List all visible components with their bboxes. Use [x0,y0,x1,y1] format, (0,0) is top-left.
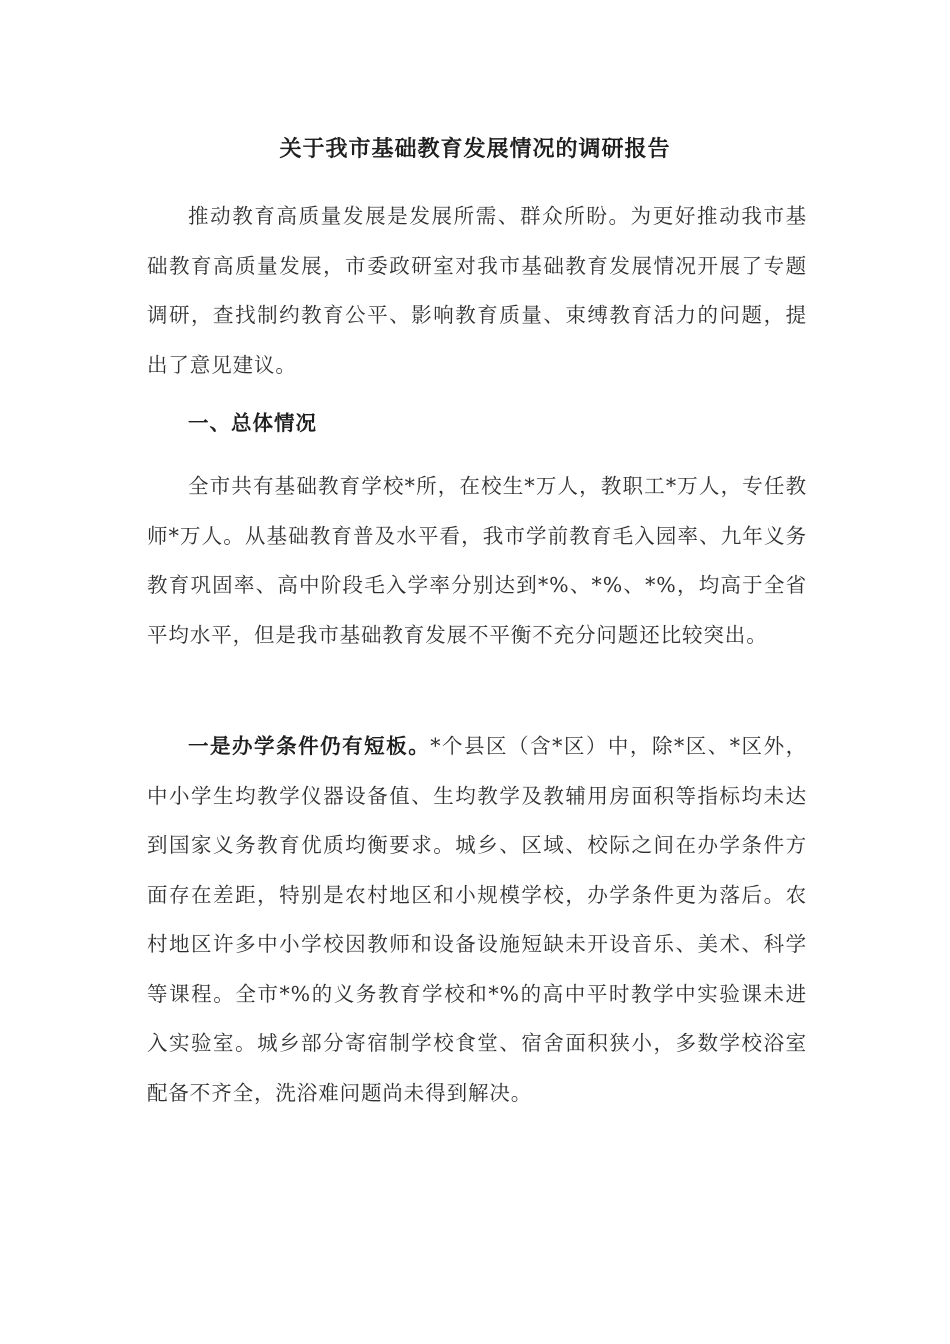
point-one-paragraph [147,722,807,1118]
overview-paragraph: 全市共有基础教育学校*所，在校生*万人，教职工*万人，专任教师*万人。从基础教育普及水平看，我市学前教育毛入园率、九年义务教育巩固率、高中阶段毛入学率分别达到*%、*%、*%，均高于全省平均水平，但是我市基础教育发展不平衡不充分问题还比较突出。 [147,474,807,647]
point-one-body: *个县区（含*区）中，除*区、*区外，中小学生均教学仪器设备值、生均教学及教辅用房面积等指标均未达到国家义务教育优质均衡要求。城乡、区域、校际之间在办学条件方面存在差距，特别是农村地区和小规模学校，办学条件更为落后。农村地区许多中小学校因教师和设备设施短缺未开设音乐、美术、科学等课程。全市*%的义务教育学校和*%的高中平时教学中实验课未进入实验室。城乡部分寄宿制学校食堂、宿舍面积狭小，多数学校浴室配备不齐全，洗浴难问题尚未得到解决。 [147,734,807,1105]
document-title: 关于我市基础教育发展情况的调研报告 [279,136,671,162]
point-one-lead: 一是办学条件仍有短板。 [188,734,431,758]
intro-paragraph: 推动教育高质量发展是发展所需、群众所盼。为更好推动我市基础教育高质量发展，市委政研室对我市基础教育发展情况开展了专题调研，查找制约教育公平、影响教育质量、束缚教育活力的问题，提出了意见建议。 [147,204,807,377]
section-heading-overview: 一、总体情况 [188,411,317,435]
